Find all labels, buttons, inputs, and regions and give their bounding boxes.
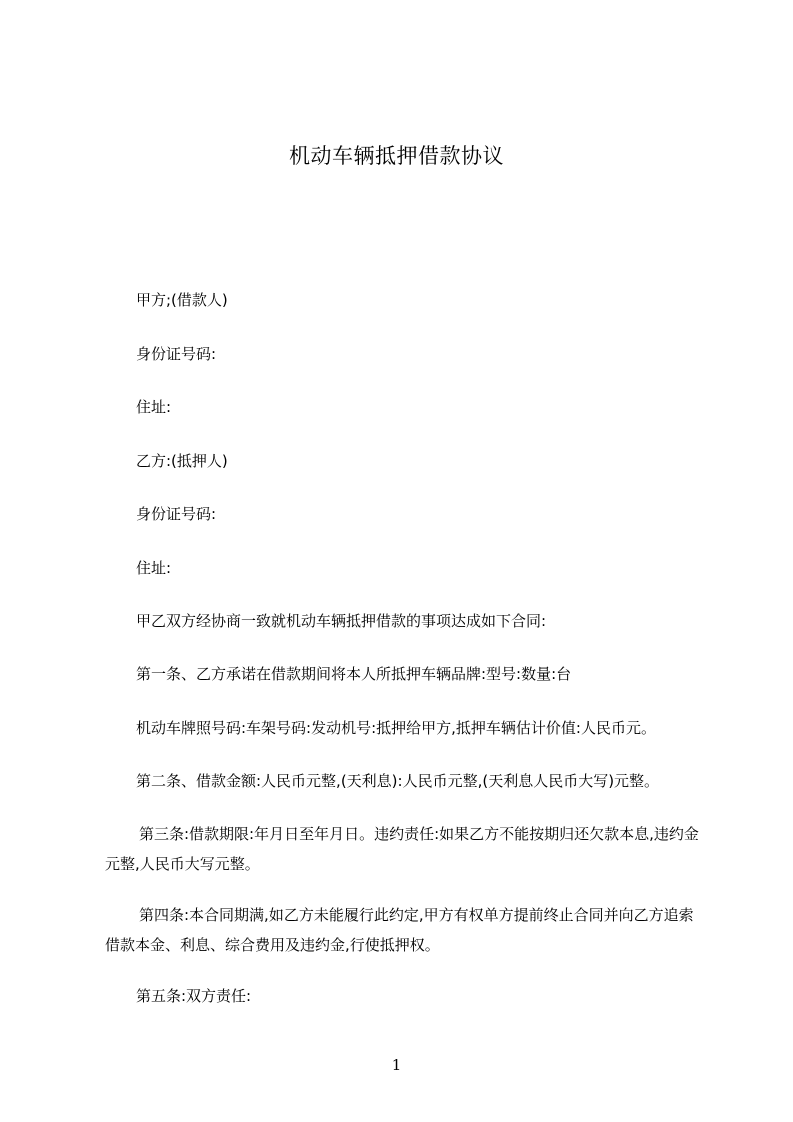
article-4: 第四条:本合同期满,如乙方未能履行此约定,甲方有权单方提前终止合同并向乙方追索借款本金、利息、综合费用及违约金,行使抵押权。 xyxy=(105,906,694,954)
document-title: 机动车辆抵押借款协议 xyxy=(289,144,504,168)
party-a-line: 甲方;(借款人) xyxy=(136,291,228,309)
party-b-id-line: 身份证号码: xyxy=(136,505,217,523)
article-1: 第一条、乙方承诺在借款期间将本人所抵押车辆品牌:型号:数量:台 xyxy=(136,665,572,683)
party-b-address-line: 住址: xyxy=(136,559,172,577)
article-2: 第二条、借款金额:人民币元整,(天利息):人民币元整,(天利息人民币大写)元整。 xyxy=(136,772,660,790)
party-a-address-line: 住址: xyxy=(136,398,172,416)
article-1-continued: 机动车牌照号码:车架号码:发动机号:抵押给甲方,抵押车辆估计价值:人民币元。 xyxy=(136,719,656,737)
article-5: 第五条:双方责任: xyxy=(136,987,252,1005)
page-number: 1 xyxy=(391,1056,402,1074)
article-3: 第三条:借款期限:年月日至年月日。违约责任:如果乙方不能按期归还欠款本息,违约金元整,人民币大写元整。 xyxy=(105,825,699,873)
party-b-line: 乙方:(抵押人) xyxy=(136,452,228,470)
intro-paragraph: 甲乙双方经协商一致就机动车辆抵押借款的事项达成如下合同: xyxy=(136,612,547,630)
party-a-id-line: 身份证号码: xyxy=(136,345,217,363)
